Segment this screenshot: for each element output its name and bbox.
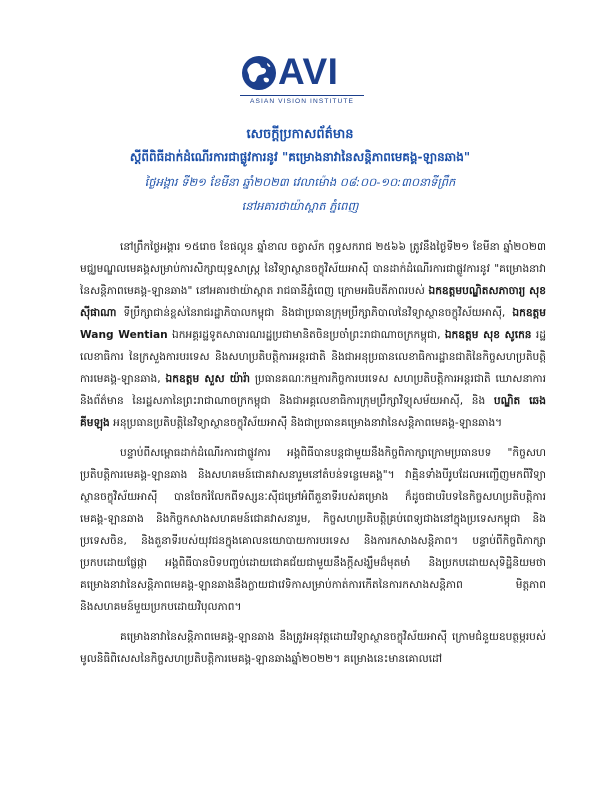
p1-text-3: ឯកអគ្គរដ្ឋទូតសាធារណរដ្ឋប្រជាមានិតចិនប្រចាំព្រះរាជាណាចក្រកម្ពុជា,: [167, 329, 445, 341]
p1-name-2: ឯកឧត្តម Wang Wentian: [80, 307, 546, 341]
paragraph-1: [80, 236, 546, 434]
p1-name-4: ឯកឧត្តម សួស យ៉ារ៉ា: [165, 373, 250, 385]
article-body: [80, 236, 546, 678]
event-date-time: ថ្ងៃអង្គារ ទី២១ ខែមីនា ឆ្នាំ២០២៣ វេលាម៉ោង ០៨:០០-១០:៣០នាទីព្រឹក: [144, 175, 456, 189]
p1-name-3: ឯកឧត្តម សុខ សូកេន: [444, 329, 532, 341]
avi-logo: [240, 52, 364, 116]
paragraph-2: បន្ទាប់ពីសម្ពោធដាក់ដំណើរការជាផ្លូវការ អង្គពិធីបានបន្តជាមួយនឹងកិច្ចពិភាក្សាក្រោមប្រធានបទ "កិច្ចសហប្រតិបត្តិការមេគង្គ-ឡានឆាង និងសហគមន៍ជោគវាសនារួមនៅតំបន់ទន្លេមេគង្គ"។ វាគ្មិនទាំងបីរូបដែលអញ្ជើញមកពីវិទ្យាស្ថានចក្ខុវិស័យអាស៊ី បានចែករំលែកពីទស្សនៈស៊ីជម្រៅអំពីតួនាទីរបស់គម្រោង ក៏ដូចជាបរិបទនៃកិច្ចសហប្រតិបត្តិការមេគង្គ-ឡានឆាង និងកិច្ចកសាងសហគមន៍ជោគវាសនារួម, កិច្ចសហប្រតិបត្តិគ្រប់ពេទ្យជាងនៅក្នុងប្រទេសកម្ពុជា និងប្រទេសចិន, និងតួនាទីរបស់យុវជនក្នុងគោលនយោបាយការបរទេស និងការកសាងសន្តិភាព។ បន្ទាប់ពីកិច្ចពិភាក្សាប្រកបដោយផ្លែផ្កា អង្គពិធីបានបិទបញ្ចប់ដោយជោគជ័យជាមួយនឹងក្ដីសង្ឃឹមដ៏មុតមាំ និងប្រកបដោយសុទិដ្ឋិនិយមថា គម្រោងនាវានៃសន្តិភាពមេគង្គ-ឡានឆាងនឹងក្លាយជាវេទិកាសម្រាប់កាត់ការកើតនៃការកសាងសន្តិភាព មិត្តភាព និងសហគមន៍មួយប្រកបដោយវិបុលភាព។: [80, 447, 546, 613]
logo-divider: [240, 95, 364, 96]
p1-text-4: រដ្ឋលេខាធិការ នៃក្រសួងការបរទេស និងសហប្រតិបត្តិការអន្តរជាតិ និងជាអនុប្រធានលេខាធិការដ្ឋានជាតិនៃកិច្ចសហប្រតិបត្តិការមេគង្គ-ឡានឆាង,: [80, 329, 546, 385]
p1-text-5: ប្រធានគណៈកម្មការកិច្ចការបរទេស សហប្រតិបត្តិការអន្តរជាតិ ឃោសនាការ និងព័ត៌មាន នៃរដ្ឋសភានៃព្រះរាជាណាចក្រកម្ពុជា និងជាអគ្គលេខាធិការក្រុមប្រឹក្សាវិទ្យុសម័យអាស៊ី, និង: [80, 373, 546, 407]
logo-wordmark: AVI: [278, 51, 339, 92]
p1-text-6: អនុប្រធានប្រតិបត្តិនៃវិទ្យាស្ថានចក្ខុវិស័យអាស៊ី និងជាប្រធានគម្រោងនាវានៃសន្តិភាពមេគង្គ-ឡានឆាង។: [109, 417, 503, 429]
press-release-subtitle: ស្ដីពីពិធីដាក់ដំណើរការជាផ្លូវការនូវ "គម្រោងនាវានៃសន្តិភាពមេគង្គ-ឡានឆាង": [129, 150, 471, 164]
globe-icon: [240, 54, 278, 92]
event-venue: នៅអគារថាយ៉ាស្ពាត ភ្នំពេញ: [241, 199, 359, 213]
press-release-title: សេចក្ដីប្រកាសព័ត៌មាន: [246, 127, 354, 142]
p1-text-1: នៅព្រឹកថ្ងៃអង្គារ ១៥រោច ខែផល្គុន ឆ្នាំខាល ចត្វាស័ក ពុទ្ធសករាជ ២៥៦៦ ត្រូវនឹងថ្ងៃទី២១ ខែមីនា ឆ្នាំ២០២៣ មជ្ឈមណ្ឌលមេគង្គសម្រាប់ការសិក្សាយុទ្ធសាស្ត្រ នៃវិទ្យាស្ថានចក្ខុវិស័យអាស៊ី បានដាក់ដំណើរការជាផ្លូវការនូវ "គម្រោងនាវានៃសន្តិភាពមេគង្គ-ឡានឆាង" នៅអគារថាយ៉ាស្ពាត រាជធានីភ្នំពេញ ក្រោមអធិបតីភាពរបស់: [80, 241, 546, 297]
p1-name-5: បណ្ឌិត ឆេង គីមឡុង: [80, 395, 546, 429]
logo-subtitle: ASIAN VISION INSTITUTE: [249, 98, 355, 105]
paragraph-3: គម្រោងនាវានៃសន្តិភាពមេគង្គ-ឡានឆាង នឹងត្រូវអនុវត្តដោយវិទ្យាស្ថានចក្ខុវិស័យអាស៊ី ក្រោមជំនួយឧបត្ថម្ភរបស់មូលនិធិពិសេសនៃកិច្ចសហប្រតិបត្តិការមេគង្គ-ឡានឆាងឆ្នាំ២០២២។ គម្រោងនេះមានគោលដៅ: [80, 631, 546, 665]
p1-name-1: ឯកឧត្តមបណ្ឌិតសភាចារ្យ សុខ ស៊ីផាណា: [80, 285, 546, 319]
p1-text-2: ទីប្រឹក្សាជាន់ខ្ពស់នៃរាជរដ្ឋាភិបាលកម្ពុជា និងជាប្រធានក្រុមប្រឹក្សាភិបាលនៃវិទ្យាស្ថានចក្ខុវិស័យអាស៊ី,: [116, 307, 513, 319]
